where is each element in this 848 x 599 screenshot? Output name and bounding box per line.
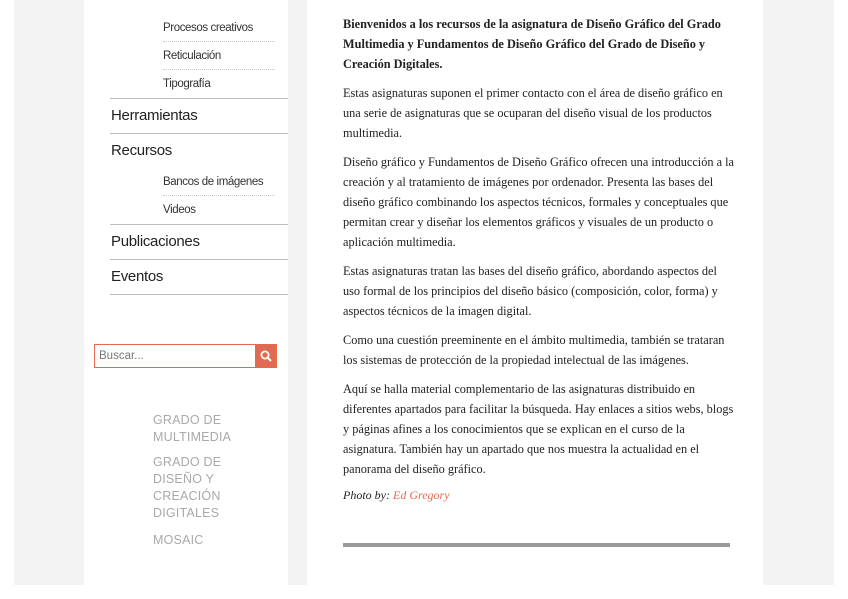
nav-divider (110, 294, 288, 295)
external-links (153, 412, 293, 557)
sidebar-subitem-bancos-de-imagenes[interactable]: Bancos de imágenes (110, 168, 288, 196)
sidebar-item-herramientas[interactable]: Herramientas (110, 98, 288, 133)
link-grado-diseno[interactable]: GRADO DE DISEÑO Y CREACIÓN DIGITALES (153, 455, 222, 520)
paragraph-5: Aquí se halla material complementario de las asignaturas distribuido en diferentes apartados para facilitar la búsqueda. Hay enlaces a sitios webs, blogs y páginas afines a los conocimientos que se explican en el curso de la asignatura. También hay un apartado que nos muestra la actualidad en el panorama del diseño gráfico. (343, 382, 734, 476)
search-button[interactable] (255, 344, 277, 368)
sidebar-item-publicaciones[interactable]: Publicaciones (110, 224, 288, 259)
sidebar-subitem-reticulacion[interactable]: Reticulación (110, 42, 288, 70)
link-grado-multimedia[interactable]: GRADO DE MULTIMEDIA (153, 413, 232, 444)
paragraph-4: Como una cuestión preeminente en el ámbito multimedia, también se trataran los sistemas de protección de la propiedad intelectual de las imágenes. (343, 333, 725, 367)
article-body (343, 14, 735, 503)
photo-credit (343, 488, 735, 503)
sidebar-subitem-procesos-creativos[interactable]: Procesos creativos (110, 14, 288, 42)
sidebar-item-eventos[interactable]: Eventos (110, 259, 288, 294)
sidebar-item-recursos[interactable]: Recursos (110, 133, 288, 168)
photo-credit-label: Photo by: (343, 488, 390, 502)
photo-credit-link[interactable]: Ed Gregory (393, 488, 450, 502)
sidebar-subitem-videos[interactable]: Videos (163, 204, 196, 216)
link-mosaic[interactable]: MOSAIC (153, 533, 204, 547)
paragraph-2: Diseño gráfico y Fundamentos de Diseño Gráfico ofrecen una introducción a la creación y al tratamiento de imágenes por ordenador. Presenta las bases del diseño gráfico combinando los aspectos técnicos, formales y conceptuales que permitan crear y diseñar los elementos gráficos y visuales de un producto o aplicación multimedia. (343, 155, 734, 249)
search-input[interactable]: Buscar... (94, 344, 256, 368)
content-divider (343, 543, 730, 547)
paragraph-1: Estas asignaturas suponen el primer contacto con el área de diseño gráfico en una serie de asignaturas que se ocuparan del diseño visual de los productos multimedia. (343, 86, 723, 140)
search-form (94, 344, 277, 368)
search-icon (260, 350, 272, 362)
lead-paragraph: Bienvenidos a los recursos de la asignatura de Diseño Gráfico del Grado Multimedia y Fundamentos de Diseño Gráfico del Grado de Diseño y Creación Digitales. (343, 17, 721, 71)
sidebar-subitem-tipografia[interactable]: Tipografía (163, 78, 211, 90)
sidebar-nav (110, 14, 288, 295)
paragraph-3: Estas asignaturas tratan las bases del diseño gráfico, abordando aspectos del uso formal de los principios del diseño básico (composición, color, forma) y aspectos técnicos de la imagen digital. (343, 264, 718, 318)
